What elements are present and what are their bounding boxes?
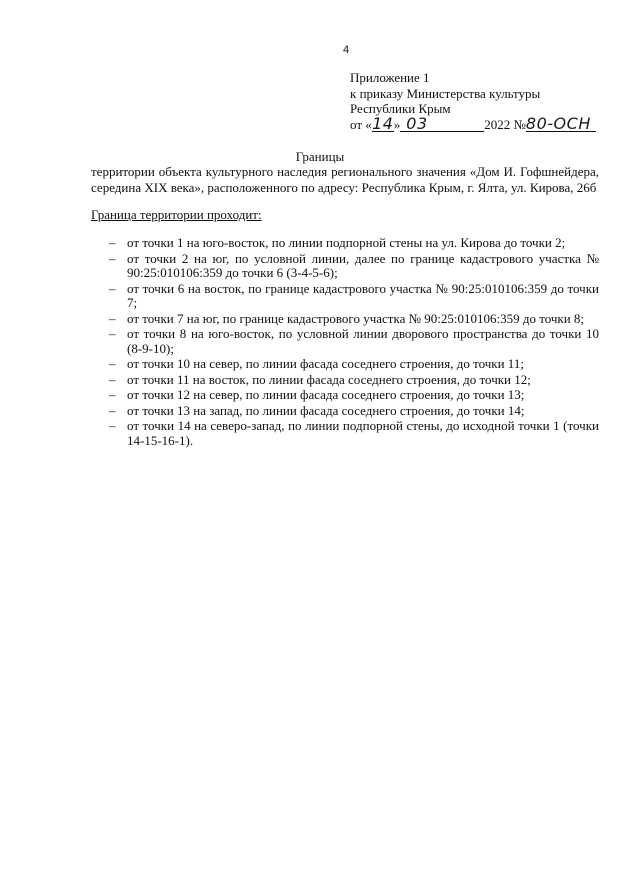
annex-date-line <box>350 113 596 133</box>
list-item: – от точки 6 на восток, по границе кадастрового участка № 90:25:010106:359 до точки 7; <box>91 282 599 311</box>
list-item: – от точки 1 на юго-восток, по линии подпорной стены на ул. Кирова до точки 2; <box>91 236 599 251</box>
list-item: – от точки 11 на восток, по линии фасада соседнего строения, до точки 12; <box>91 373 599 388</box>
annex-title: Приложение 1 <box>350 70 430 85</box>
section-heading: Граница территории проходит: <box>91 207 262 222</box>
date-mid: » <box>393 116 401 132</box>
list-item: – от точки 13 на запад, по линии фасада соседнего строения, до точки 14; <box>91 404 599 419</box>
boundary-list <box>91 236 599 449</box>
date-day: 14 <box>372 113 394 133</box>
annex-order-reference: к приказу Министерства культуры <box>350 85 541 101</box>
annex-header <box>350 70 596 132</box>
list-item: – от точки 12 на север, по линии фасада соседнего строения, до точки 13; <box>91 388 599 403</box>
number-sign: № <box>513 116 526 132</box>
date-prefix: от « <box>350 116 372 132</box>
document-title: Границы <box>295 149 345 164</box>
list-item: – от точки 10 на север, по линии фасада соседнего строения, до точки 11; <box>91 357 599 372</box>
annex-republic: Республики Крым <box>350 101 451 116</box>
page-number: 4 <box>343 44 350 56</box>
date-year: 2022 <box>484 116 511 132</box>
order-number: 80-ОСН <box>526 117 596 132</box>
list-item: – от точки 7 на юг, по границе кадастрового участка № 90:25:010106:359 до точки 8; <box>91 312 599 327</box>
list-item: – от точки 2 на юг, по условной линии, далее по границе кадастрового участка № 90:25:010106:359 до точки 6 (3-4-5-6); <box>91 252 599 281</box>
object-description: территории объекта культурного наследия регионального значения «Дом И. Гофшнейдера, середина XIX века», расположенного по адресу: Республика Крым, г. Ялта, ул. Кирова, 26б <box>91 164 599 195</box>
list-item: – от точки 8 на юго-восток, по условной линии дворового пространства до точки 10 (8-9-10); <box>91 327 599 356</box>
list-item: – от точки 14 на северо-запад, по линии подпорной стены, до исходной точки 1 (точки 14-15-16-1). <box>91 419 599 448</box>
date-month: 03 <box>400 117 484 132</box>
